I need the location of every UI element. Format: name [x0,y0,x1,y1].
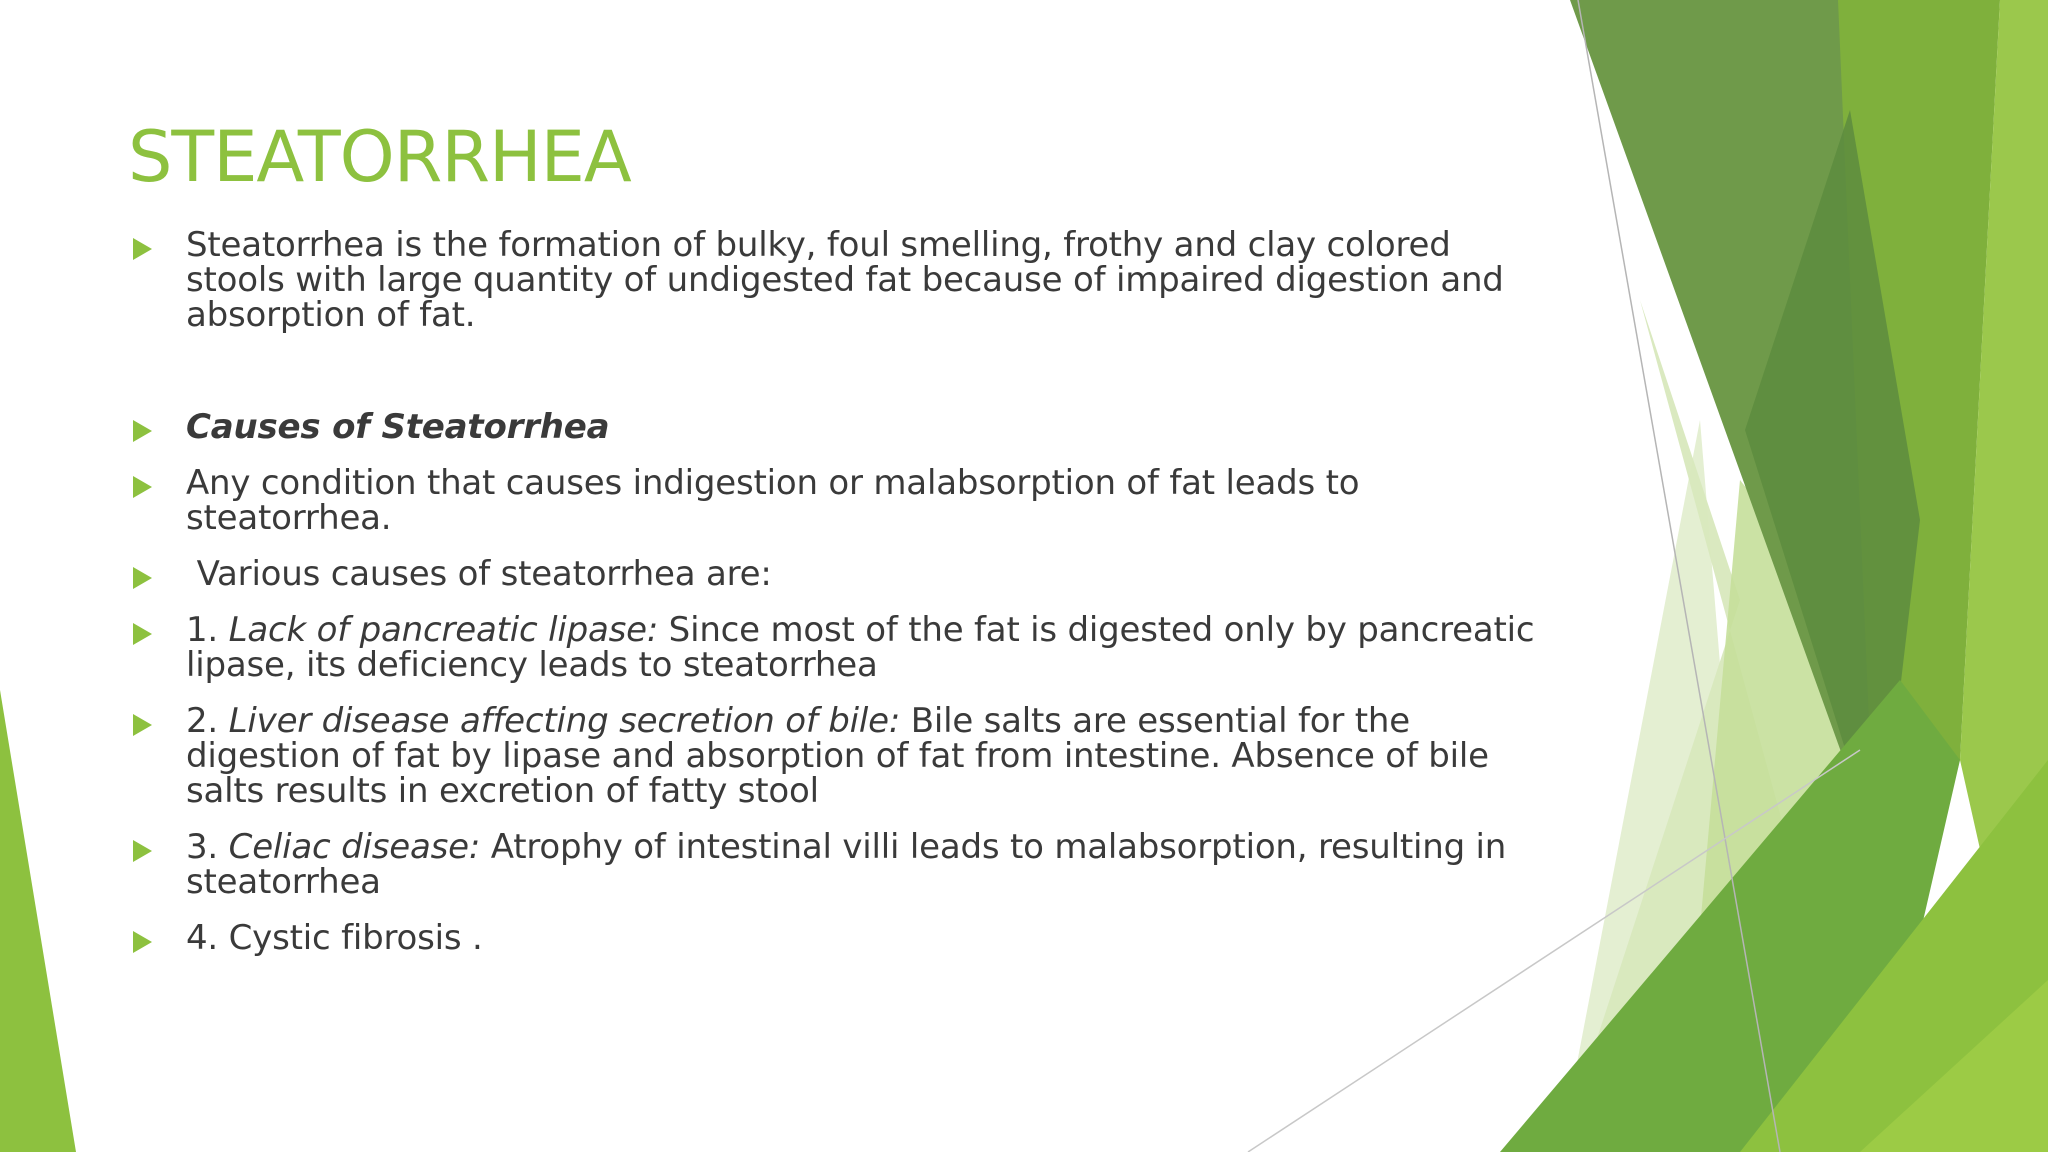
slide-title: STEATORRHEA [128,116,631,198]
bullet-definition [130,225,1550,335]
triangle-right-icon [133,623,152,645]
triangle-right-icon [133,238,152,260]
bullet-term: Lack of pancreatic lipase: [228,610,659,650]
bullet-text: Any condition that causes indigestion or malabsorption of fat leads to steatorrhea. [186,463,1360,538]
triangle-right-icon [133,840,152,862]
bullet-heading-text: Causes of Steatorrhea [186,407,610,447]
bullet-cause-4 [130,918,1550,958]
triangle-right-icon [133,931,152,953]
bullet-list [130,225,1550,977]
bullet-term: Celiac disease: [228,827,481,867]
bullet-description: Since most of the fat is digested only by pancreatic lipase, its deficiency leads to steatorrhea [186,610,1535,685]
bullet-text: Various causes of steatorrhea are: [186,554,772,594]
bullet-number: 2. [186,701,229,741]
bullet-causes-heading [130,407,1550,447]
triangle-right-icon [133,476,152,498]
bullet-term: Liver disease affecting secretion of bile: [228,701,901,741]
triangle-right-icon [133,420,152,442]
bullet-condition [130,463,1550,538]
bullet-description: Atrophy of intestinal villi leads to malabsorption, resulting in steatorrhea [186,827,1507,902]
triangle-right-icon [133,714,152,736]
bullet-cause-2 [130,701,1550,811]
left-green-sliver [0,690,76,1152]
bullet-cause-3 [130,827,1550,902]
bullet-text: 4. Cystic fibrosis . [186,918,483,958]
bullet-number: 3. [186,827,229,867]
bullet-description: Bile salts are essential for the digestion of fat by lipase and absorption of fat from intestine. Absence of bile salts results in excretion of fatty stool [186,701,1489,811]
triangle-right-icon [133,567,152,589]
bullet-number: 1. [186,610,229,650]
bullet-cause-1 [130,610,1550,685]
bullet-various-causes [130,554,1550,594]
bullet-text: Steatorrhea is the formation of bulky, foul smelling, frothy and clay colored stools with large quantity of undigested fat because of impaired digestion and absorption of fat. [186,225,1504,335]
